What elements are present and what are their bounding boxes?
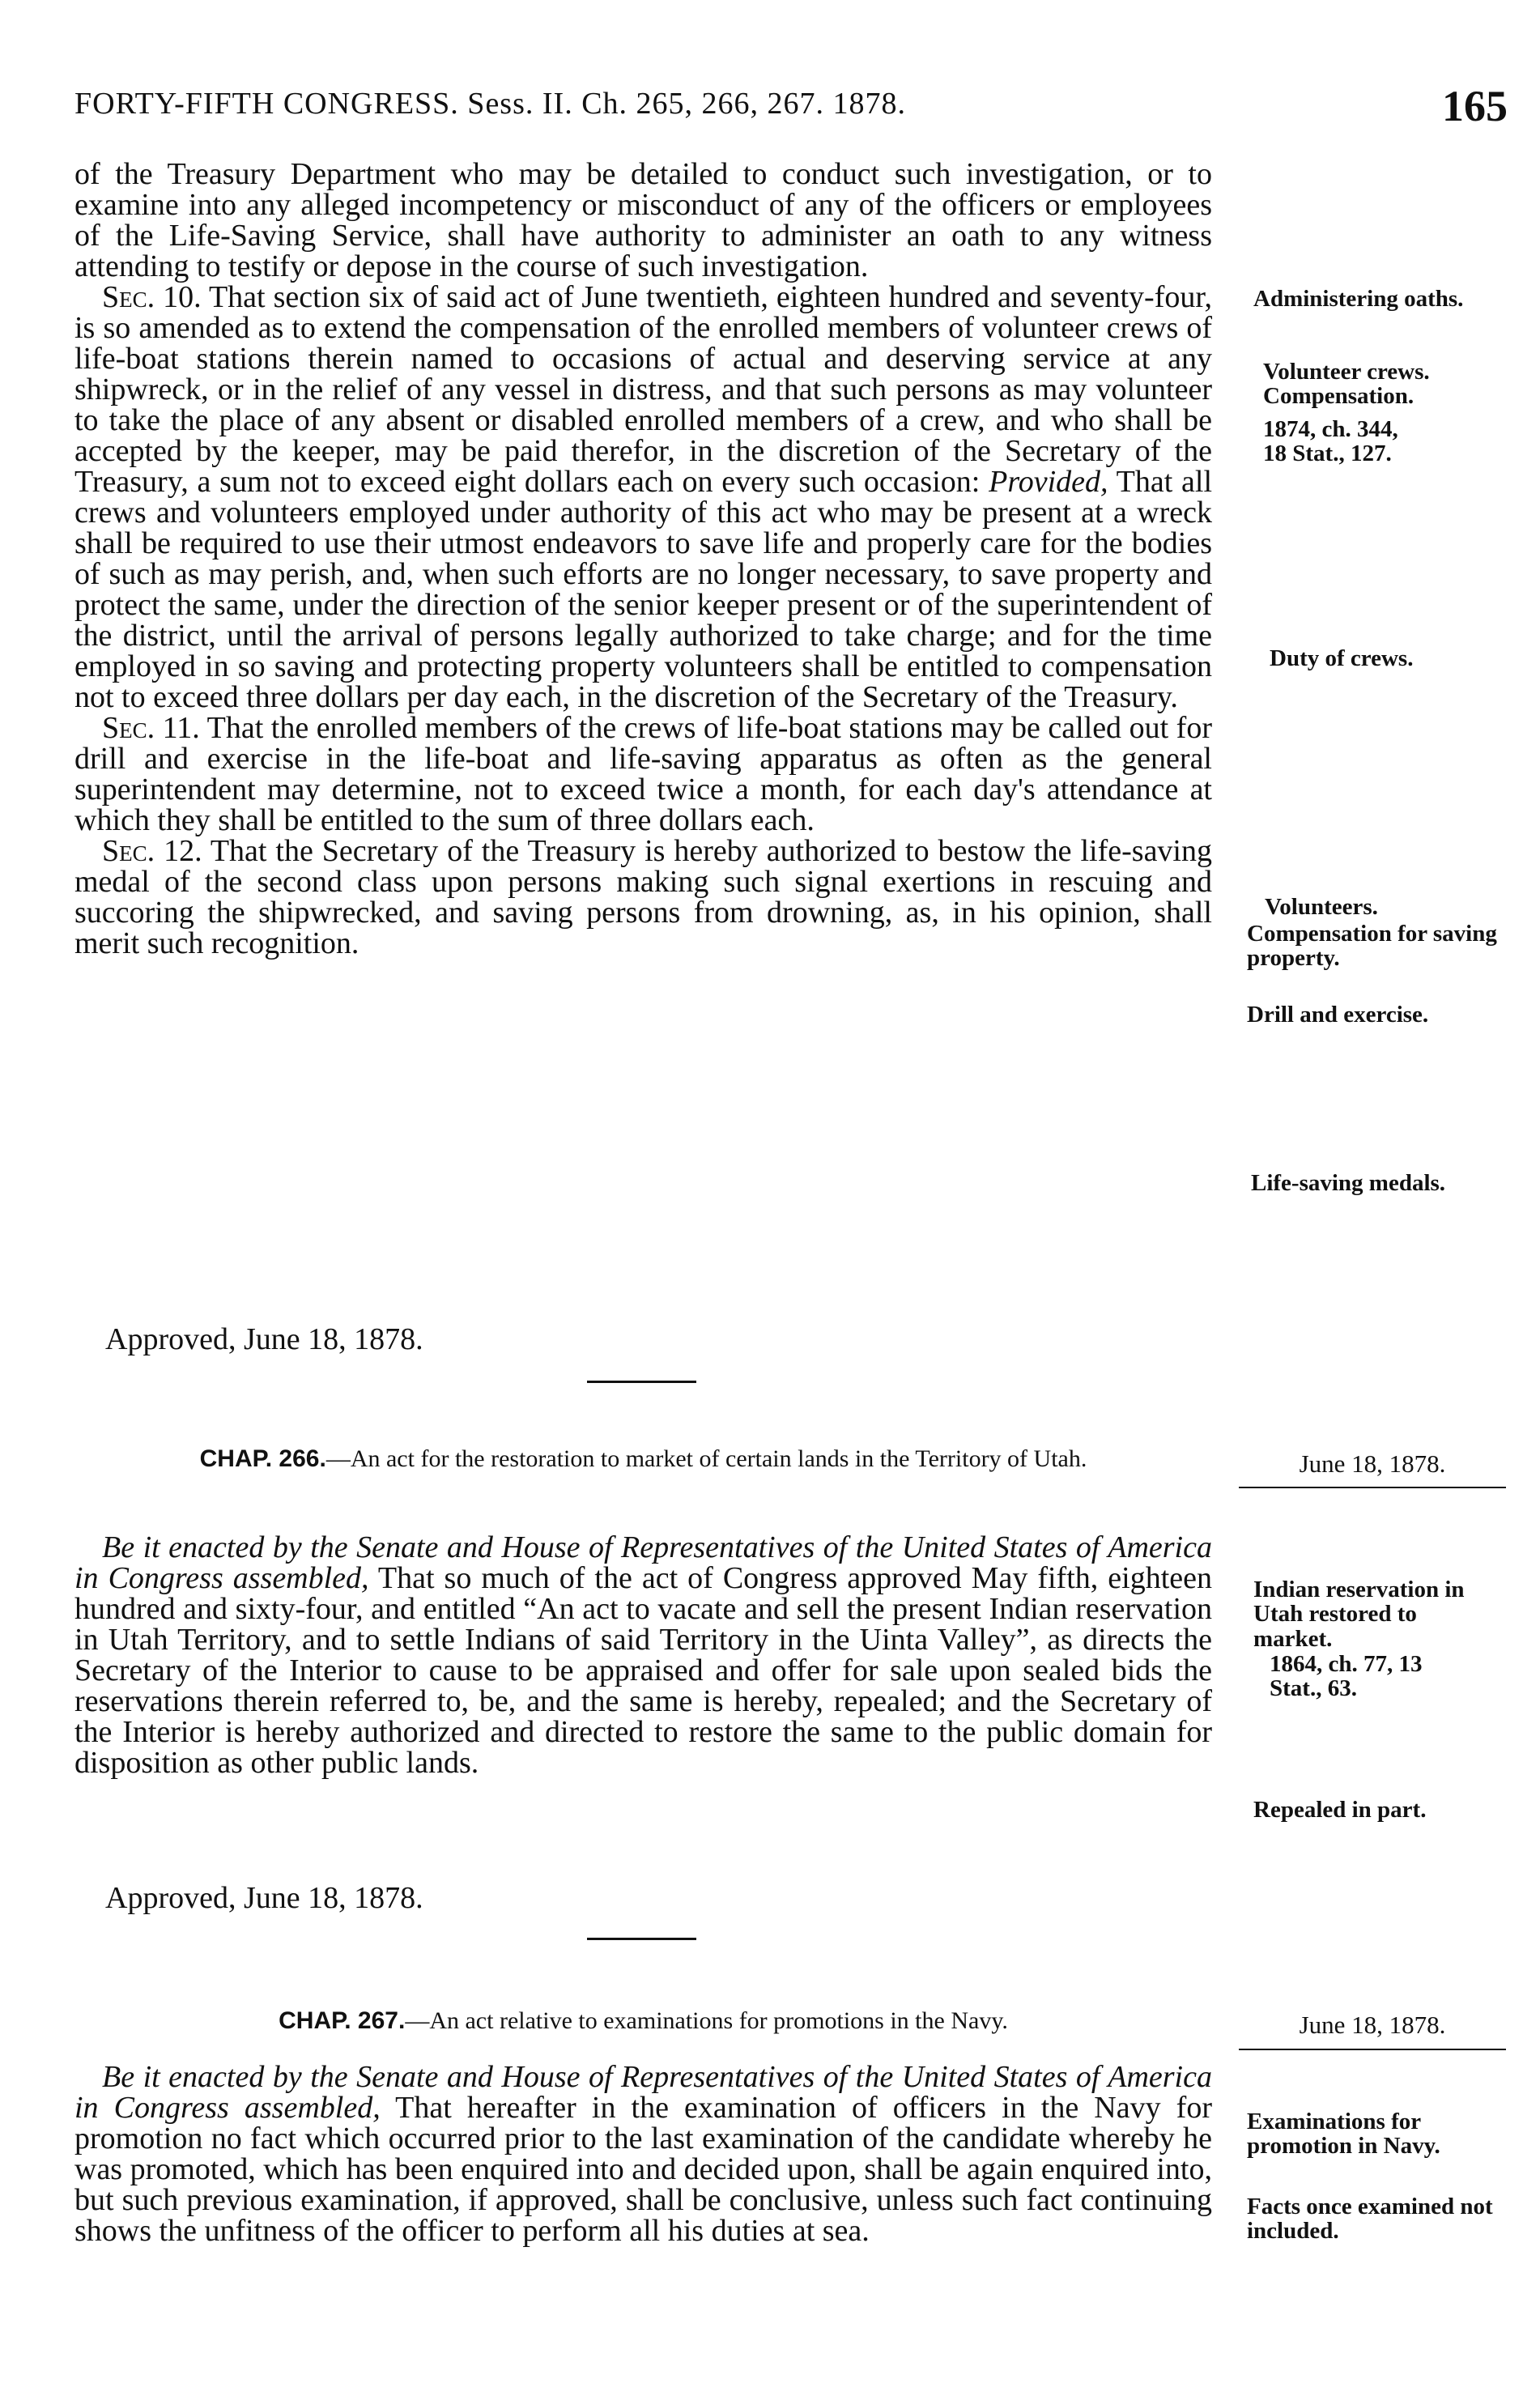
- running-title: FORTY-FIFTH CONGRESS. Sess. II. Ch. 265, 266, 267. 1878.: [74, 87, 907, 121]
- ch266-text: [74, 1532, 1212, 1778]
- chapter-267-title: —An act relative to examinations for promotions in the Navy.: [405, 2007, 1008, 2034]
- section-11-label: Sec. 11.: [102, 711, 200, 745]
- section-10-paragraph: [74, 282, 1212, 713]
- date-rule: [1239, 2049, 1506, 2050]
- divider-rule: [587, 1381, 696, 1383]
- margin-note-medals: Life-saving medals.: [1251, 1170, 1446, 1196]
- section-10-text-a: That section six of said act of June twentieth, eighteen hundred and seventy-four, is so amended as to extend the compensation of the enrolled members of volunteer crews of life-boat stations therein named to occasions of actual and deserving service at any shipwreck, or in the relief of any vessel in distress, and that such persons as may volunteer to take the place of any absent or disabled enrolled members of a crew, and who shall be accepted by the keeper, may be paid therefor, in the discretion of the Secretary of the Treasury, a sum not to exceed eight dollars each on every such occasion:: [74, 280, 1212, 499]
- ch266-enacting-clause: Be it enacted by the Senate and House of Representatives of the United States of America in Congress assembled,: [74, 1530, 1212, 1595]
- margin-note-facts: Facts once examined not included.: [1247, 2194, 1493, 2245]
- chapter-267-heading: [74, 2008, 1212, 2034]
- margin-note-volunteers: Volunteers.: [1265, 894, 1378, 920]
- ch265-text: [74, 159, 1212, 959]
- section-11-text: That the enrolled members of the crews of life-boat stations may be called out for drill and exercise in the life-boat and life-saving apparatus as often as the general superintendent may determine, not to exceed twice a month, for each day's attendance at which they shall be entitled to the sum of three dollars each.: [74, 711, 1212, 837]
- chapter-267-label: CHAP. 267.: [279, 2007, 406, 2034]
- margin-note-repealed: Repealed in part.: [1253, 1797, 1427, 1823]
- section-12-paragraph: [74, 836, 1212, 959]
- ch267-text: [74, 2062, 1212, 2246]
- margin-note-indian-reservation: Indian reservation in Utah restored to market.: [1253, 1577, 1465, 1652]
- chapter-266-title: —An act for the restoration to market of certain lands in the Territory of Utah.: [325, 1445, 1087, 1472]
- ch266-approved: Approved, June 18, 1878.: [105, 1881, 423, 1915]
- ch265-approved: Approved, June 18, 1878.: [105, 1322, 423, 1356]
- ch267-paragraph: [74, 2062, 1212, 2246]
- section-10-label: Sec. 10.: [102, 280, 202, 314]
- margin-note-volunteer-crews: Volunteer crews. Compensation.: [1263, 359, 1430, 410]
- margin-note-examinations: Examinations for promotion in Navy.: [1247, 2109, 1440, 2160]
- section-12-text: That the Secretary of the Treasury is hereby authorized to bestow the life-saving medal of the second class upon persons making such signal exertions in rescuing and succoring the shipwrecked, and saving persons from drowning, as, in his opinion, shall merit such recognition.: [74, 834, 1212, 960]
- chapter-266-label: CHAP. 266.: [199, 1445, 326, 1472]
- chapter-266-date: June 18, 1878.: [1299, 1449, 1446, 1478]
- running-header: [74, 81, 1508, 138]
- section-12-label: Sec. 12.: [102, 834, 202, 868]
- chapter-266-heading: [74, 1446, 1212, 1472]
- provided-clause: Provided,: [989, 465, 1108, 499]
- chapter-267-date: June 18, 1878.: [1299, 2011, 1446, 2039]
- date-rule: [1239, 1487, 1506, 1488]
- ch266-paragraph: [74, 1532, 1212, 1778]
- margin-note-duty-of-crews: Duty of crews.: [1270, 645, 1414, 671]
- section-11-paragraph: [74, 713, 1212, 836]
- ch265-opening-paragraph: of the Treasury Department who may be detailed to conduct such investigation, or to examine into any alleged incompetency or misconduct of any of the officers or employees of the Life-Saving Service, shall have authority to administer an oath to any witness attending to testify or depose in the course of such investigation.: [74, 157, 1212, 283]
- ch267-enacting-clause: Be it enacted by the Senate and House of Representatives of the United States of America in Congress assembled,: [74, 2060, 1212, 2125]
- margin-note-administering: Administering oaths.: [1253, 286, 1464, 312]
- margin-note-drill: Drill and exercise.: [1247, 1002, 1429, 1028]
- margin-note-citation-1864: 1864, ch. 77, 13 Stat., 63.: [1270, 1651, 1423, 1702]
- divider-rule: [587, 1938, 696, 1940]
- ch266-body: That so much of the act of Congress approved May fifth, eighteen hundred and sixty-four, and entitled “An act to vacate and sell the present Indian reservation in Utah Territory, and to settle Indians of said Territory in the Uinta Valley”, as directs the Secretary of the Interior to cause to be appraised and offer for sale upon sealed bids the reservations therein referred to, be, and the same is hereby, repealed; and the Secretary of the Interior is hereby authorized and directed to restore the same to the public domain for disposition as other public lands.: [74, 1561, 1212, 1780]
- margin-note-compensation-saving: Compensation for saving property.: [1247, 921, 1497, 972]
- page-number: 165: [1442, 82, 1508, 130]
- section-10-text-b: That all crews and volunteers employed under authority of this act who may be present at a wreck shall be required to use their utmost endeavors to save life and properly care for the bodies of such as may perish, and, when such efforts are no longer necessary, to save property and protect the same, under the direction of the senior keeper present or of the superintendent of the district, until the arrival of persons legally authorized to take charge; and for the time employed in so saving and protecting property volunteers shall be entitled to compensation not to exceed three dollars per day each, in the discretion of the Secretary of the Treasury.: [74, 465, 1212, 714]
- ch267-body: That hereafter in the examination of officers in the Navy for promotion no fact which occurred prior to the last examination of the candidate whereby he was promoted, which has been enquired into and decided upon, shall be again enquired into, but such previous examination, if approved, shall be conclusive, unless such fact continuing shows the unfitness of the officer to perform all his duties at sea.: [74, 2091, 1212, 2248]
- margin-note-citation-1874: 1874, ch. 344, 18 Stat., 127.: [1263, 416, 1398, 467]
